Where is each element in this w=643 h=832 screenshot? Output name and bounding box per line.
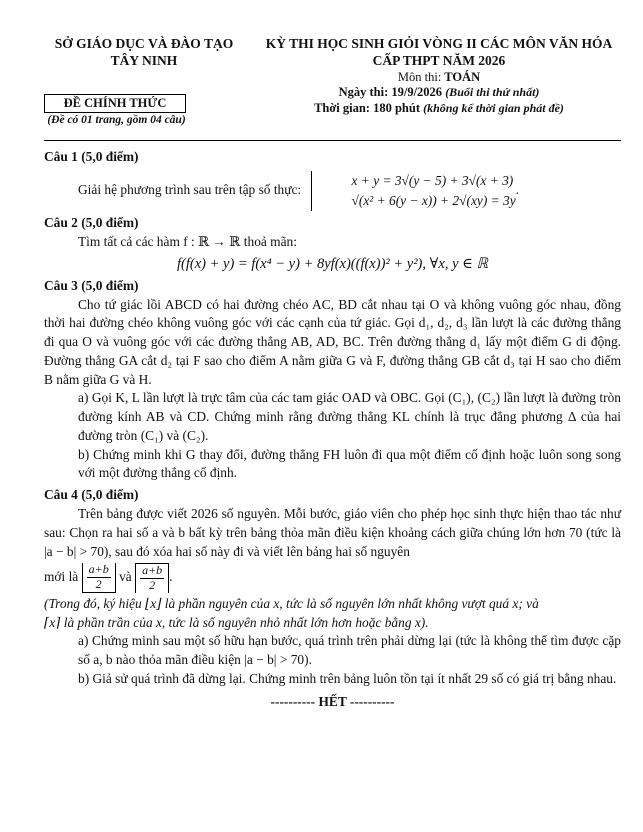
time-note: (không kể thời gian phát đề) <box>423 101 564 115</box>
question-2-text: Tìm tất cả các hàm f : ℝ → ℝ thoả mãn: <box>78 233 297 249</box>
subject-value: TOÁN <box>444 69 481 84</box>
question-3-intro: Cho tứ giác lồi ABCD có hai đường chéo AC, BD cắt nhau tại O và không vuông góc nhau, đồng thời hai đường chéo không vuông góc với các cạnh của tứ giác. Gọi d₁, d₂, d₃ lần lượt là các đường thẳng đi qua O và vuông góc với các đường thẳng AB, AD, BC. Trên đường thẳng d₁ lấy một điểm G di động. Đường thẳng GA cắt d₂ tại F sao cho điểm A nằm giữa G và F, đường thẳng GB cắt d₃ tại H sao cho điểm B nằm giữa G và H. <box>44 296 621 387</box>
question-4-part-b: b) Giả sử quá trình đã dừng lại. Chứng minh trên bảng luôn tồn tại ít nhất 29 số có giá trị bằng nhau. <box>78 670 617 686</box>
equation-1: x + y = 3√(y − 5) + 3√(x + 3) <box>351 172 514 188</box>
date-note: (Buổi thi thứ nhất) <box>445 85 540 100</box>
ceil-expression <box>135 563 169 593</box>
question-1-title: Câu 1 (5,0 điểm) <box>44 149 139 164</box>
equation-system <box>311 171 516 211</box>
question-3-part-a: a) Gọi K, L lần lượt là trực tâm của các tam giác OAD và OBC. Gọi (C₁), (C₂) lần lượt là đường tròn đường kính AB và CD. Chứng minh rằng đường thẳng KL chính là trục đẳng phương Δ của hai đường tròn (C₁) và (C₂). <box>78 390 621 443</box>
question-4-intro: Trên bảng được viết 2026 số nguyên. Mỗi bước, giáo viên cho phép học sinh thực hiện thao tác như sau: Chọn ra hai số a và b bất kỳ trên bảng thỏa mãn điều kiện khoảng cách giữa chúng lớn hơn 70 (tức là |a − b| > 70), sau đó xóa hai số này đi và viết lên bảng hai số nguyên <box>44 506 621 559</box>
floor-fraction <box>87 563 111 592</box>
time-label: Thời gian: 180 phút <box>314 101 420 115</box>
question-1 <box>44 148 621 211</box>
new-numbers-prefix: mới là <box>44 569 79 585</box>
time-line <box>254 101 624 117</box>
equation-2: √(x² + 6(y − x)) + 2√(xy) = 3y <box>351 192 516 208</box>
pages-note: (Đề có 01 trang, gồm 04 câu) <box>47 114 186 126</box>
question-1-text: Giải hệ phương trình sau trên tập số thực: x + y = 3√(y − 5) + 3√(x + 3) √(x² + 6(y − x)) + 2√(xy) = 3y . <box>44 171 621 211</box>
ceil-numerator: a+b <box>142 563 163 578</box>
ceil-fraction <box>140 564 164 593</box>
header-divider <box>44 140 621 141</box>
exam-title-line-1: KỲ THI HỌC SINH GIỎI VÒNG II CÁC MÔN VĂN HÓA <box>265 36 613 51</box>
subject-line <box>254 70 624 86</box>
subject-label: Môn thi: <box>397 69 442 84</box>
official-label: ĐỀ CHÍNH THỨC <box>44 94 186 113</box>
org-line-1: SỞ GIÁO DỤC VÀ ĐÀO TẠO <box>54 36 234 51</box>
floor-expression <box>82 563 116 593</box>
floor-denominator: 2 <box>95 577 102 592</box>
org-line-2: TÂY NINH <box>110 52 178 68</box>
question-4-title: Câu 4 (5,0 điểm) <box>44 487 139 503</box>
header <box>44 36 621 132</box>
exam-title-line-2: CẤP THPT NĂM 2026 <box>372 52 506 68</box>
question-4-part-a: a) Chứng minh sau một số hữu hạn bước, quá trình trên phải dừng lại (tức là không thể tìm được cặp số a, b nào thỏa mãn điều kiện |a − b| > 70). <box>78 633 621 668</box>
ceil-denominator: 2 <box>149 578 156 593</box>
date-line <box>254 85 624 101</box>
exam-info <box>254 36 624 117</box>
floor-numerator: a+b <box>88 562 109 577</box>
functional-equation: f(f(x) + y) = f(x⁴ − y) + 8yf(x)((f(x))² + y²), ∀x, y ∈ ℝ <box>177 255 488 272</box>
question-4-new-numbers: mới là $\frac{a+b}{2}$ và $\frac{a+b}{2}$ . <box>44 562 173 593</box>
new-numbers-and: và <box>119 569 132 585</box>
exam-content <box>44 148 621 725</box>
question-3-title: Câu 3 (5,0 điểm) <box>44 277 139 293</box>
question-3 <box>44 277 621 483</box>
question-2 <box>44 214 621 274</box>
question-4 <box>44 486 621 688</box>
organization <box>44 36 244 70</box>
notation-note-2: ⌈x⌉ là phần trần của x, tức là số nguyên nhỏ nhất lớn hơn hoặc bằng x). <box>44 614 429 630</box>
date-label: Ngày thi: 19/9/2026 <box>338 85 443 100</box>
notation-note-1: (Trong đó, ký hiệu ⌊x⌋ là phần nguyên của x, tức là số nguyên lớn nhất không vượt quá x; và <box>44 595 539 611</box>
end-marker: ---------- HẾT ---------- <box>270 693 395 709</box>
question-1-prompt: Giải hệ phương trình sau trên tập số thực: <box>78 181 302 197</box>
question-3-part-b: b) Chứng minh khi G thay đổi, đường thẳng FH luôn đi qua một điểm cố định hoặc luôn song song với một đường thẳng cố định. <box>78 446 621 481</box>
question-2-title: Câu 2 (5,0 điểm) <box>44 214 139 230</box>
